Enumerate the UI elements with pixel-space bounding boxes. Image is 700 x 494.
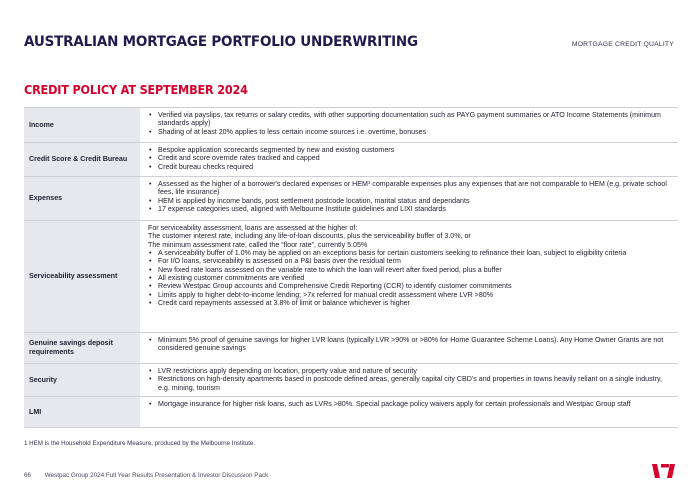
row-label: LMI bbox=[24, 397, 140, 427]
row-label: Credit Score & Credit Bureau bbox=[24, 143, 140, 176]
row-label: Security bbox=[24, 364, 140, 396]
page-number: 66 bbox=[24, 472, 32, 479]
list-item: • Credit bureau checks required bbox=[148, 163, 672, 171]
table-row-lmi bbox=[24, 397, 678, 428]
row-label: Serviceability assessment bbox=[24, 221, 140, 332]
table-row-serviceability bbox=[24, 221, 678, 333]
list-item: • For I/O loans, serviceability is assessed on a P&I basis over the residual term bbox=[148, 257, 672, 265]
row-content bbox=[140, 397, 678, 427]
footnote: 1 HEM is the Household Expenditure Measure, produced by the Melbourne Institute. bbox=[24, 440, 256, 447]
section-tag: MORTGAGE CREDIT QUALITY bbox=[571, 41, 674, 48]
list-item: • All existing customer commitments are verified bbox=[148, 274, 672, 282]
list-item: • Review Westpac Group accounts and Comprehensive Credit Reporting (CCR) to identify customer commitments bbox=[148, 282, 672, 290]
list-item: • Shading of at least 20% applies to less certain income sources i.e. overtime, bonuses bbox=[148, 128, 672, 136]
page-title: AUSTRALIAN MORTGAGE PORTFOLIO UNDERWRITING bbox=[24, 34, 418, 50]
list-item: • Verified via payslips, tax returns or salary credits, with other supporting documentation such as PAYG payment summaries or ATO Income Statements (minimum standards apply) bbox=[148, 111, 672, 128]
row-content bbox=[140, 364, 678, 396]
row-content bbox=[140, 333, 678, 363]
row-content bbox=[140, 221, 678, 332]
row-label: Genuine savings deposit requirements bbox=[24, 333, 140, 363]
list-item: • A serviceability buffer of 1.0% may be applied on an exceptions basis for certain customers seeking to refinance their loan, subject to eligibility criteria bbox=[148, 249, 672, 257]
list-item: • Credit card repayments assessed at 3.8% of limit or balance whichever is higher bbox=[148, 299, 672, 307]
westpac-w-logo-icon bbox=[652, 462, 678, 480]
list-item: • New fixed rate loans assessed on the variable rate to which the loan will revert after fixed period, plus a buffer bbox=[148, 266, 672, 274]
row-content bbox=[140, 143, 678, 176]
intro-line: For serviceability assessment, loans are assessed at the higher of: bbox=[148, 224, 358, 232]
footer-text: Westpac Group 2024 Full Year Results Presentation & Investor Discussion Pack bbox=[44, 472, 269, 479]
intro-line: The minimum assessment rate, called the “floor rate”, currently 5.05% bbox=[148, 240, 368, 249]
page-footer bbox=[24, 472, 268, 479]
list-item: • Restrictions on high-density apartments based in postcode defined areas, generally capital city CBD's and properties in towns heavily reliant on a single industry, e.g. mining, tourism bbox=[148, 375, 672, 392]
row-content bbox=[140, 108, 678, 142]
section-subtitle: CREDIT POLICY AT SEPTEMBER 2024 bbox=[24, 82, 248, 97]
table-row-genuine-savings bbox=[24, 333, 678, 364]
row-content bbox=[140, 177, 678, 220]
list-item: • LVR restrictions apply depending on location, property value and nature of security bbox=[148, 367, 672, 375]
credit-policy-table bbox=[24, 107, 678, 428]
list-item: • 17 expense categories used, aligned with Melbourne Institute guidelines and LIXI standards bbox=[148, 205, 672, 213]
list-item: • Bespoke application scorecards segmented by new and existing customers bbox=[148, 146, 672, 154]
list-item: • Credit and score override rates tracked and capped bbox=[148, 154, 672, 162]
list-item: • Assessed as the higher of a borrower's declared expenses or HEM¹ comparable expenses plus any expenses that are not comparable to HEM (e.g. private school fees, life insurance) bbox=[148, 180, 672, 197]
row-label: Income bbox=[24, 108, 140, 142]
list-item: • Minimum 5% proof of genuine savings for higher LVR loans (typically LVR >90% or >80% for Home Guarantee Scheme Loans). Any Home Owner Grants are not considered genuine savings bbox=[148, 336, 672, 353]
table-row-security bbox=[24, 364, 678, 397]
list-item: • Limits apply to higher debt-to-income lending; >7x referred for manual credit assessment where LVR >80% bbox=[148, 291, 672, 299]
table-row-expenses bbox=[24, 177, 678, 221]
table-row-credit-score bbox=[24, 143, 678, 177]
table-row-income bbox=[24, 108, 678, 143]
list-item: • HEM is applied by income bands, post settlement postcode location, marital status and dependants bbox=[148, 197, 672, 205]
intro-line: The customer interest rate, including any life-of-loan discounts, plus the serviceability buffer of 3.0%, or bbox=[148, 232, 471, 241]
row-label: Expenses bbox=[24, 177, 140, 220]
list-item: • Mortgage insurance for higher risk loans, such as LVRs >80%. Special package policy waivers apply for certain professionals and Westpac Group staff bbox=[148, 400, 672, 408]
